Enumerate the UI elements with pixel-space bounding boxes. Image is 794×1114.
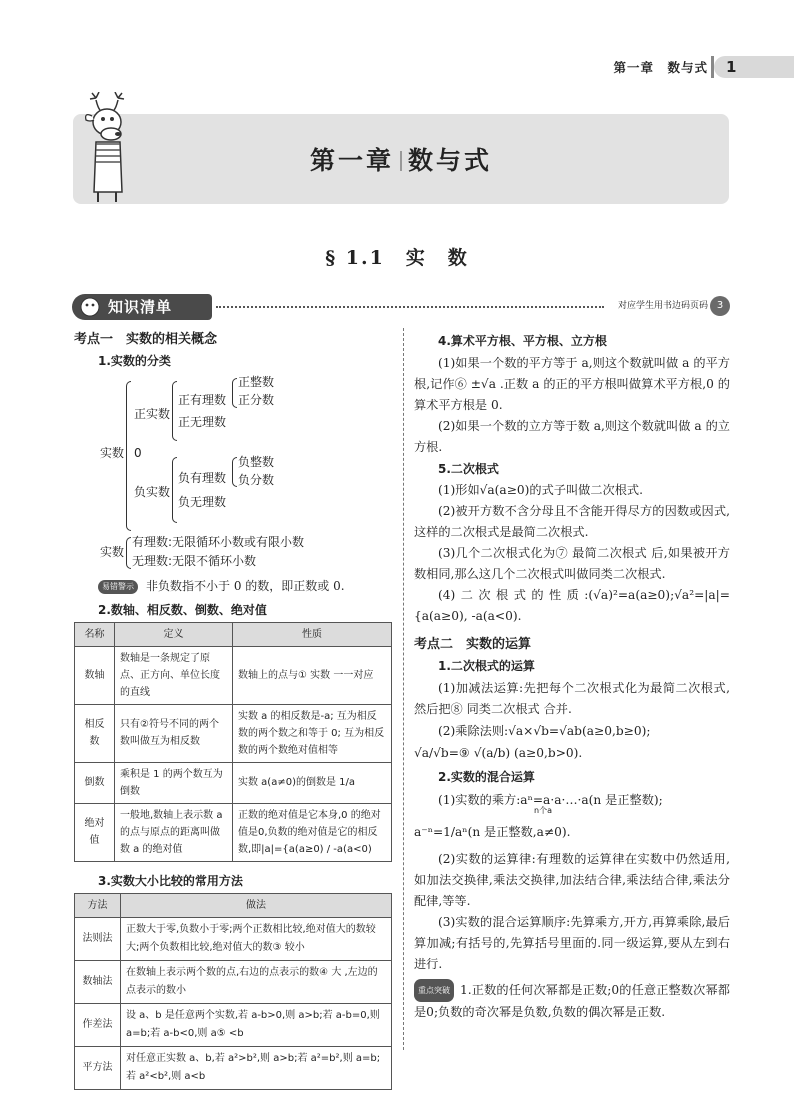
tree-pos-irr: 正无理数 (178, 414, 227, 429)
concept-table (74, 622, 392, 862)
kaodian-2-heading: 考点二 实数的运算 (414, 637, 532, 653)
paragraph: (3)实数的混合运算顺序:先算乘方,开方,再算乘除,最后算加减;有括号的,先算括号里面的.同一级运算,要从左到右进行. (414, 914, 730, 971)
formula: a⁻ⁿ=1/aⁿ(n 是正整数,a≠0). (414, 824, 571, 839)
table-cell: 乘积是 1 的两个数互为倒数 (115, 762, 233, 803)
table-row (75, 960, 392, 1003)
deer-mascot-illustration (78, 92, 138, 204)
table-cell: 实数 a(a≠0)的倒数是 1/a (233, 762, 392, 803)
paragraph: (2)被开方数不含分母且不含能开得尽方的因数或因式,这样的二次根式是最简二次根式. (414, 504, 730, 540)
table-row (75, 762, 392, 803)
paragraph: (2)实数的运算律:有理数的运算律在实数中仍然适用,如加法交换律,乘法交换律,加法结合律,乘法结合律,乘法分配律,等等. (414, 851, 730, 908)
chapter-title-separator (400, 151, 402, 171)
table-cell: 一般地,数轴上表示数 a 的点与原点的距离叫做数 a 的绝对值 (115, 803, 233, 861)
tree-zero: 0 (134, 445, 142, 460)
table-cell: 相反数 (75, 704, 115, 762)
table-cell: 正数的绝对值是它本身,0 的绝对值是0,负数的绝对值是它的相反数,即|a|={a(a≥0) / -a(a<0) (233, 803, 392, 861)
paragraph: (1)形如√a(a≥0)的式子叫做二次根式. (438, 483, 643, 498)
tree-root: 实数 (100, 445, 125, 460)
tree2-root: 实数 (100, 544, 125, 559)
tree-brace (232, 457, 237, 487)
tree-pos-frac: 正分数 (238, 392, 275, 407)
table-row (75, 704, 392, 762)
classification-tree-2 (74, 533, 392, 573)
subheading-number-axis: 2.数轴、相反数、倒数、绝对值 (98, 603, 267, 618)
chapter-title-name: 数与式 (408, 146, 493, 175)
table-row (75, 1003, 392, 1046)
table-row (75, 1046, 392, 1089)
subheading-classification: 1.实数的分类 (98, 354, 171, 369)
tip-text: 非负数指不小于 0 的数，即正数或 0. (146, 578, 345, 593)
tree-brace (126, 381, 131, 531)
formula: (1)实数的乘方:aⁿ=a·a·…·a(n 是正整数); (438, 792, 663, 807)
subheading-mixed-ops: 2.实数的混合运算 (438, 769, 535, 784)
paragraph: (2)如果一个数的立方等于数 a,则这个数就叫做 a 的立方根. (414, 418, 730, 454)
classification-tree (74, 373, 392, 533)
comparison-table (74, 893, 392, 1090)
tree-neg-rat: 负有理数 (178, 470, 227, 485)
knowledge-list-badge (72, 294, 212, 320)
dotted-leader (216, 306, 604, 308)
knowledge-list-bar (72, 294, 730, 320)
subheading-radicals: 5.二次根式 (438, 461, 499, 476)
table-cell: 只有②符号不同的两个数叫做互为相反数 (115, 704, 233, 762)
tree-pos: 正实数 (134, 406, 171, 421)
tree-pos-int: 正整数 (238, 374, 275, 389)
table-cell: 法则法 (75, 917, 121, 960)
table-cell: 数轴上的点与① 实数 一一对应 (233, 646, 392, 704)
table-cell: 数轴 (75, 646, 115, 704)
table-row (75, 646, 392, 704)
chapter-title-number: 第一章 (309, 146, 394, 175)
subheading-radical-ops: 1.二次根式的运算 (438, 659, 535, 674)
tree-brace (232, 378, 237, 408)
knowledge-list-page: 3 (710, 296, 730, 316)
table-cell: 在数轴上表示两个数的点,右边的点表示的数④ 大 ,左边的点表示的数小 (121, 960, 392, 1003)
mascot-icon (76, 294, 106, 320)
chapter-title (73, 142, 729, 181)
formula: (2)乘除法则:√a×√b=√ab(a≥0,b≥0); (438, 723, 651, 738)
paragraph: (1)加减法运算:先把每个二次根式化为最简二次根式,然后把⑧ 同类二次根式 合并. (414, 680, 730, 716)
table-header: 方法 (75, 893, 121, 917)
table-header: 性质 (233, 622, 392, 646)
table-cell: 倒数 (75, 762, 115, 803)
key-point-text: 1.正数的任何次幂都是正数;0的任意正整数次幂都是0;负数的奇次幂是负数,负数的偶次幂是正数. (414, 982, 730, 1019)
table-row (75, 803, 392, 861)
tree-neg-irr: 负无理数 (178, 494, 227, 509)
paragraph: (4)二次根式的性质:(√a)²=a(a≥0);√a²=|a|={a(a≥0), -a(a<0). (414, 588, 730, 624)
key-point (414, 979, 730, 1023)
knowledge-list-note: 对应学生用书边码页码 (617, 301, 708, 311)
table-cell: 数轴法 (75, 960, 121, 1003)
tree-pos-rat: 正有理数 (178, 392, 227, 407)
section-title: § 1.1 实 数 (325, 247, 469, 269)
subheading-comparison: 3.实数大小比较的常用方法 (98, 873, 243, 888)
table-cell: 绝对值 (75, 803, 115, 861)
chapter-banner (73, 114, 729, 204)
table-cell: 数轴是一条规定了原点、正方向、单位长度的直线 (115, 646, 233, 704)
tip-badge: 易错警示 (98, 580, 138, 594)
table-header: 名称 (75, 622, 115, 646)
formula: √a/√b=⑨ √(a/b) (a≥0,b>0). (414, 745, 583, 760)
table-cell: 平方法 (75, 1046, 121, 1089)
table-header: 定义 (115, 622, 233, 646)
running-header (0, 58, 794, 78)
paragraph: (3)几个二次根式化为⑦ 最简二次根式 后,如果被开方数相同,那么这几个二次根式叫做同类二次根式. (414, 546, 730, 582)
table-cell: 设 a、b 是任意两个实数,若 a-b>0,则 a>b;若 a-b=0,则 a=b;若 a-b<0,则 a⑤ <b (121, 1003, 392, 1046)
key-point-badge: 重点突破 (414, 979, 454, 1002)
page-number: 1 (714, 56, 794, 78)
table-header: 做法 (121, 893, 392, 917)
tip-note (98, 577, 392, 596)
table-cell: 正数大于零,负数小于零;两个正数相比较,绝对值大的数较大;两个负数相比较,绝对值大的数③ 较小 (121, 917, 392, 960)
underbrace-label: n个a (534, 805, 552, 815)
tree-brace (172, 381, 177, 441)
left-column (74, 330, 392, 1090)
knowledge-list-label: 知识清单 (108, 298, 173, 316)
subheading-roots: 4.算术平方根、平方根、立方根 (438, 334, 607, 348)
column-divider (403, 328, 404, 1050)
tree-brace (172, 457, 177, 523)
table-cell: 实数 a 的相反数是-a; 互为相反数的两个数之和等于 0; 互为相反数的两个数绝对值相等 (233, 704, 392, 762)
tree2-irr: 无理数:无限不循环小数 (132, 553, 257, 568)
tree-neg-int: 负整数 (238, 454, 275, 469)
running-header-chapter: 第一章 数与式 (613, 60, 708, 75)
tree2-rat: 有理数:无限循环小数或有限小数 (132, 534, 305, 549)
table-cell: 作差法 (75, 1003, 121, 1046)
tree-neg: 负实数 (134, 484, 171, 499)
paragraph: (1)如果一个数的平方等于 a,则这个数就叫做 a 的平方根,记作⑥ ±√a .正数 a 的正的平方根叫做算术平方根,0 的算术平方根是 0. (414, 355, 730, 412)
table-row (75, 917, 392, 960)
kaodian-1-heading: 考点一 实数的相关概念 (74, 332, 218, 347)
tree-neg-frac: 负分数 (238, 472, 275, 487)
right-column (414, 330, 730, 1023)
tree2-brace (126, 537, 131, 569)
table-cell: 对任意正实数 a、b,若 a²>b²,则 a>b;若 a²=b²,则 a=b;若 a²<b²,则 a<b (121, 1046, 392, 1089)
